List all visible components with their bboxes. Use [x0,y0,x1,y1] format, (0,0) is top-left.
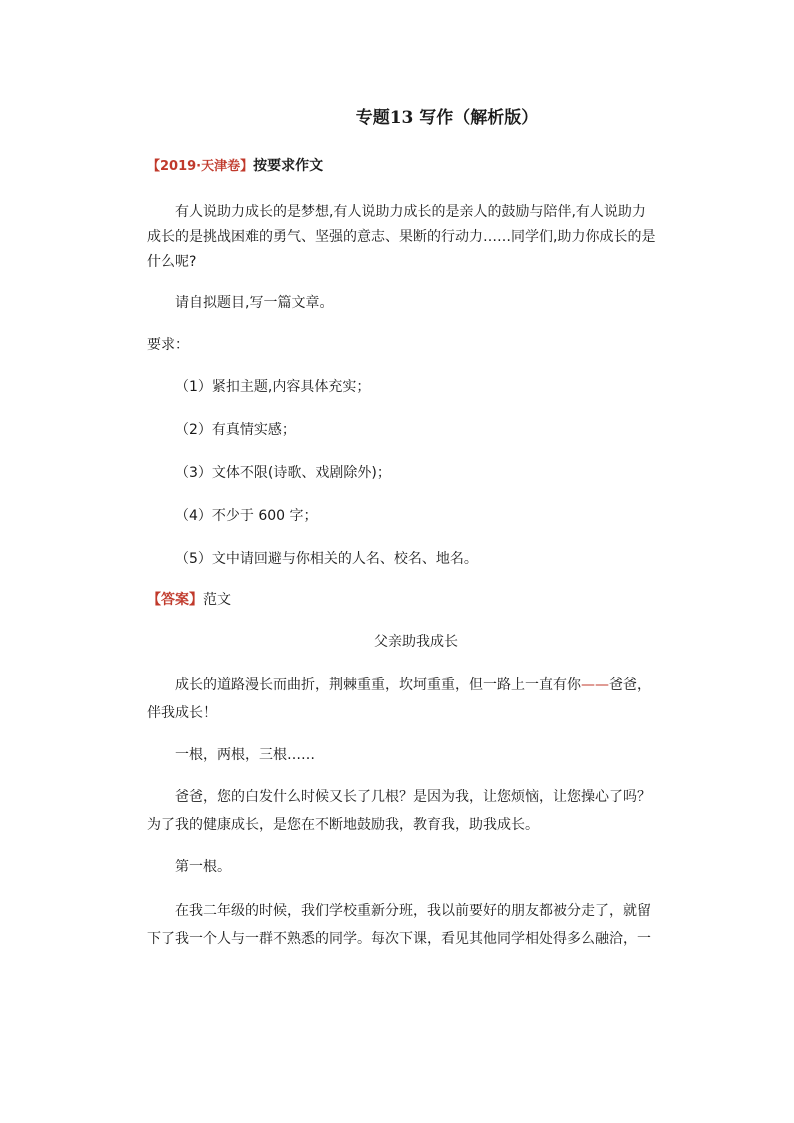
essay-dash: —— [581,677,609,693]
answer-label: 范文 [203,592,231,608]
document-content [147,103,657,953]
requirement-item: （5）文中请回避与你相关的人名、校名、地名。 [175,551,478,567]
question-heading [147,155,657,177]
requirement-item: （2）有真情实感； [175,422,296,438]
question-heading-text: 按要求作文 [253,158,324,174]
question-prompt: 有人说助力成长的是梦想,有人说助力成长的是亲人的鼓励与陪伴,有人说助力成长的是挑战困难的勇气、坚强的意志、果断的行动力……同学们,助力你成长的是什么呢? [147,204,656,270]
source-tag: 【2019·天津卷】 [147,159,254,174]
essay-paragraph: 爸爸，您的白发什么时候又长了几根？是因为我，让您烦恼，让您操心了吗？为了我的健康成长，是您在不断地鼓励我，教育我，助我成长。 [147,789,651,833]
essay-paragraph: 第一根。 [175,859,231,875]
answer-tag: 【答案】 [147,592,203,608]
essay-title: 父亲助我成长 [374,634,458,650]
requirements-label: 要求： [147,337,189,353]
essay-text: 爸爸，伴我成长！ [147,677,651,721]
essay-paragraph: 在我二年级的时候，我们学校重新分班，我以前要好的朋友都被分走了，就留下了我一个人与一群不熟悉的同学。每次下课，看见其他同学相处得多么融洽，一 [147,903,651,947]
essay-paragraph: 一根，两根，三根…… [175,747,315,763]
requirement-item: （3）文体不限(诗歌、戏剧除外)； [175,465,391,481]
requirement-item: （4）不少于 600 字； [175,508,318,524]
essay-text: 成长的道路漫长而曲折，荆棘重重，坎坷重重，但一路上一直有你 [175,677,581,693]
essay-paragraph [147,671,657,727]
requirement-item: （1）紧扣主题,内容具体充实； [175,379,371,395]
page-title: 专题13 写作（解析版） [355,108,539,128]
answer-heading [147,587,657,613]
question-instruction: 请自拟题目,写一篇文章。 [175,295,334,311]
